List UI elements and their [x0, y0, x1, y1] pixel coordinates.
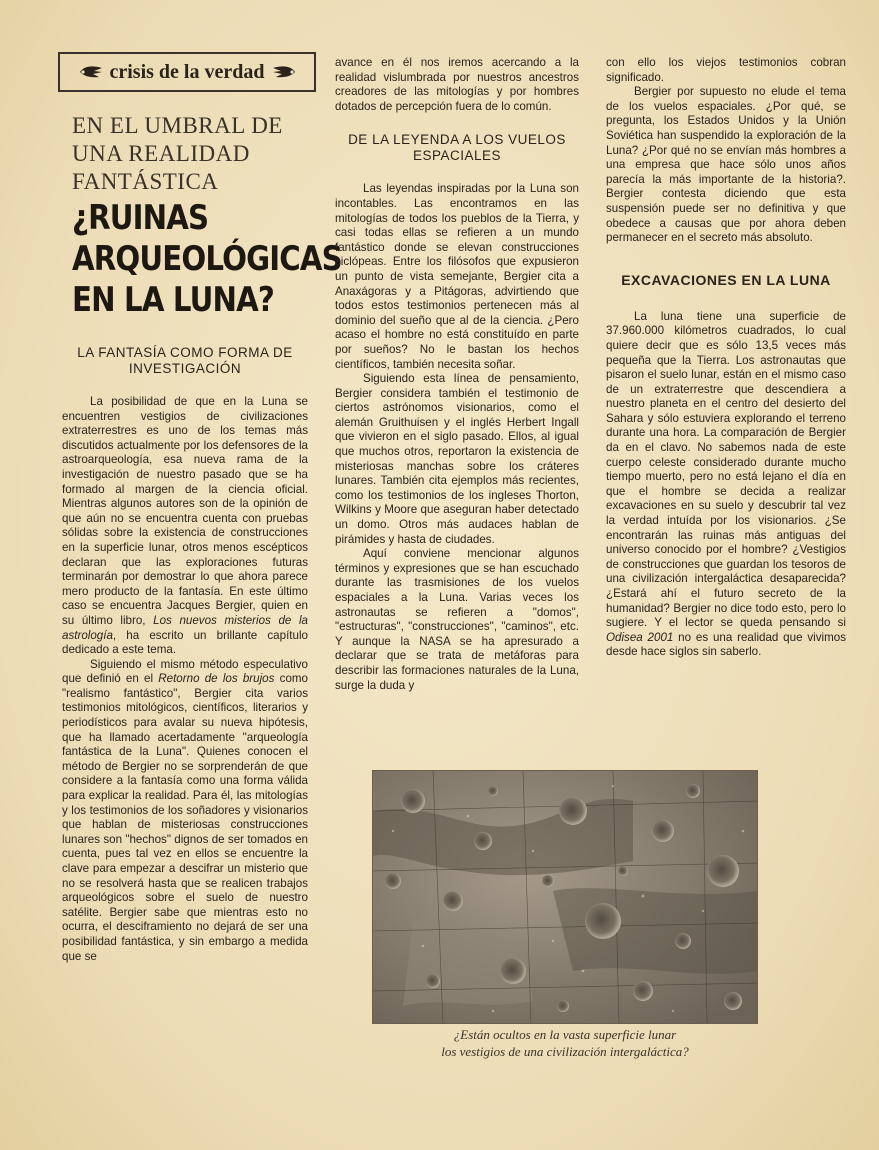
lunar-surface-photo	[372, 770, 758, 1024]
photo-caption	[390, 1026, 740, 1060]
winged-ornament-right-icon	[271, 63, 297, 81]
paragraph: La posibilidad de que en la Luna se encuentren vestigios de civilizaciones extraterrestres es uno de los temas más discutidos actualmente por los defensores de la astroarqueología, esa nueva rama de la investigación de nuestro pasado que se ha formado al margen de la ciencia oficial. Mientras algunos autores son de la opinión de que aún no se encuentra cuenta con pruebas sólidas sobre la existencia de construcciones en la superficie lunar, otros menos escépticos declaran que las exploraciones futuras terminarán por demostrar lo que ahora parece mero producto de la fantasía. En este último caso se encuentra Jacques Bergier, quien en su último libro, Los nuevos misterios de la astrología, ha escrito un brillante capítulo dedicado a este tema.	[62, 395, 308, 657]
paragraph: avance en él nos iremos acercando a la realidad vislumbrada por nuestros ancestros creadores de las mitologías y por hombres dotados de percepción fuera de lo común.	[335, 56, 579, 113]
section-label: crisis de la verdad	[109, 60, 265, 83]
column-3	[606, 56, 846, 660]
winged-ornament-left-icon	[78, 63, 104, 81]
paragraph: Siguiendo el mismo método especulativo que definió en el Retorno de los brujos como "realismo fantástico", Bergier cita varios testimonios mitológicos, científicos, literarios y periodísticos para avalar su nueva hipótesis, que ha llamado acertadamente "arqueología fantástica de la Luna". Quienes conocen el método de Bergier no se sorprenderán de que considere a la fantasía como una forma válida para explicar la realidad. Para él, las mitologías y los testimonios de los soñadores y visionarios que hablan de misteriosas construcciones lunares son "hechos" dignos de ser tomados en cuenta, pues tal vez en ellos se encuentre la clave para empezar a descifrar un misterio que no se resolverá hasta que se realicen trabajos arqueológicos sobre el suelo de nuestro satélite. Bergier sabe que mientras esto no ocurra, el desciframiento no dejará de ser una posibilidad fantástica, y sin embargo a medida que se	[62, 657, 308, 963]
column-1	[62, 345, 308, 964]
subhead-leyenda: DE LA LEYENDA A LOS VUELOS ESPACIALES	[348, 132, 566, 164]
film-title: Odisea 2001	[606, 630, 674, 644]
book-title: Los nuevos misterios de la astrología	[62, 613, 308, 642]
section-label-box	[58, 52, 316, 92]
lunar-map-image	[373, 771, 758, 1024]
paragraph: con ello los viejos testimonios cobran significado.	[606, 56, 846, 84]
caption-line: los vestigios de una civilización intergaláctica?	[441, 1044, 689, 1059]
paragraph: Siguiendo esta línea de pensamiento, Bergier considera también el testimonio de ciertos astrónomos visionarios, como el alemán Gruithuisen y el inglés Herbert Ingall que vivieron en el siglo pasado. Ellos, al igual que muchos otros, reportaron la existencia de misteriosas manchas sobre los cráteres lunares. También cita ejemplos más recientes, como los testimonios de los ingleses Thorton, Wilkins y Moore que aseguran haber detectado un domo. Otros más audaces hablan de pirámides y hasta de ciudades.	[335, 372, 579, 546]
subhead-excavaciones: EXCAVACIONES EN LA LUNA	[621, 271, 831, 288]
column-2	[335, 56, 579, 693]
book-title: Retorno de los brujos	[158, 672, 275, 686]
paragraph: Las leyendas inspiradas por la Luna son incontables. Las encontramos en las mitologías de todos los pueblos de la Tierra, y casi todas ellas se refieren a un mundo fantástico donde se elevan construcciones ciclópeas. Entre los filósofos que expusieron un punto de vista semejante, Bergier cita a Anaxágoras y a Pitágoras, advirtiendo que todos estos testimonios pertenecen más al dominio del sueño que al de la ciencia. ¿Pero acaso el hombre no está constituído en parte por sueños? No le bastan los hechos científicos, también necesita soñar.	[335, 182, 579, 371]
article-headline: ¿RUINAS ARQUEOLÓGICAS EN LA LUNA?	[72, 198, 342, 320]
paragraph: Bergier por supuesto no elude el tema de los vuelos espaciales. ¿Por qué, se pregunta, los Estados Unidos y la Unión Soviética han suspendido la exploración de la Luna? ¿Por qué no se envían más hombres a una empresa que hace sólo unos años parecía la más importante de la historia?. Bergier contesta diciendo que esta suspensión puede ser no definitiva y que obedece a causas que por ahora deben permanecer en el secreto más absoluto.	[606, 85, 846, 245]
subhead-fantasia: LA FANTASÍA COMO FORMA DE INVESTIGACIÓN	[77, 345, 293, 376]
caption-line: ¿Están ocultos en la vasta superficie lunar	[453, 1027, 677, 1042]
paragraph: La luna tiene una superficie de 37.960.000 kilómetros cuadrados, lo cual quiere decir que es sólo 13,5 veces más pequeña que la Tierra. Los astronautas que pisaron el suelo lunar, están en el mismo caso de un extraterrestre que descendiera a nuestro planeta en el centro del desierto del Sahara y sólo estuviera explorando el terreno durante una hora. La comparación de Bergier da en el clavo. No sabemos nada de este cuerpo celeste considerado durante mucho tiempo muerto, pero no está lejano el día en que el hombre se decida a realizar excavaciones en su suelo y descubrir tal vez la verdad intuída por los visionarios. ¿Se encontrarán las ruinas más antiguas del universo conocido por el hombre? ¿Vestigios de construcciones que guardan los tesoros de una civilización intergaláctica desaparecida? ¿Estará ahí el futuro secreto de la humanidad? Bergier no dice todo esto, pero lo sugiere. Y el lector se queda pensando si Odisea 2001 no es una realidad que vivimos desde hace siglos sin saberlo.	[606, 309, 846, 659]
paragraph: Aquí conviene mencionar algunos términos y expresiones que se han escuchado durante las trasmisiones de los vuelos espaciales a la Luna. Varias veces los astronautas se refieren a "domos", "estructuras", "construcciones", "caminos", etc. Y aunque la NASA se ha apresurado a declarar que se trata de metáforas para describir las formaciones naturales de la Luna, surge la duda y	[335, 547, 579, 692]
article-kicker: EN EL UMBRAL DE UNA REALIDAD FANTÁSTICA	[72, 113, 283, 194]
